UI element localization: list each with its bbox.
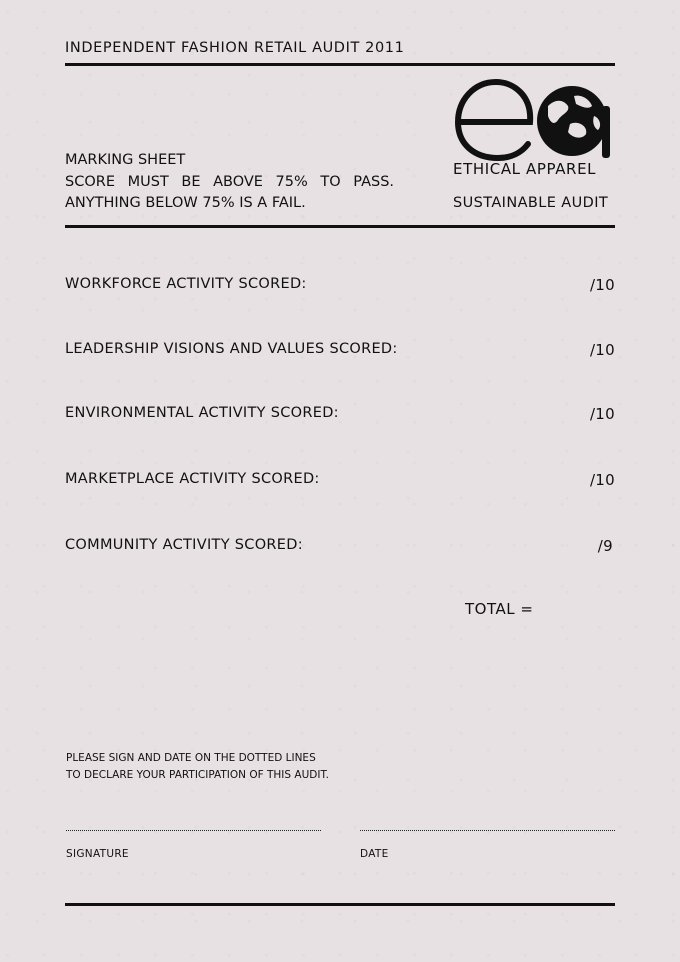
signature-label: SIGNATURE	[66, 848, 129, 860]
intro-line-3: ANYTHING BELOW 75% IS A FAIL.	[65, 195, 306, 211]
declaration-line-1: PLEASE SIGN AND DATE ON THE DOTTED LINES	[66, 752, 316, 764]
footer-rule	[65, 903, 615, 906]
score-max-workforce[interactable]: /10	[589, 276, 615, 294]
intro-line-1: MARKING SHEET	[65, 152, 186, 168]
marking-instructions	[65, 150, 394, 215]
ea-logo-mark	[452, 76, 618, 162]
score-max-marketplace[interactable]: /10	[589, 471, 615, 489]
score-max-leadership[interactable]: /10	[589, 341, 615, 359]
score-label-environmental: ENVIRONMENTAL ACTIVITY SCORED:	[65, 405, 339, 421]
header-bottom-rule	[65, 225, 615, 228]
date-label: DATE	[360, 848, 389, 860]
score-max-environmental[interactable]: /10	[589, 405, 615, 423]
header-top-rule	[65, 63, 615, 66]
ethical-apparel-logo	[452, 76, 618, 162]
score-label-community: COMMUNITY ACTIVITY SCORED:	[65, 537, 303, 553]
brand-tagline: SUSTAINABLE AUDIT	[453, 195, 609, 211]
brand-name: ETHICAL APPAREL	[453, 160, 597, 178]
signature-line[interactable]	[66, 830, 321, 831]
score-label-workforce: WORKFORCE ACTIVITY SCORED:	[65, 276, 307, 292]
date-line[interactable]	[360, 830, 615, 831]
intro-line-2: SCORE MUST BE ABOVE 75% TO PASS.	[65, 173, 395, 190]
declaration-text	[66, 750, 329, 784]
document-title: INDEPENDENT FASHION RETAIL AUDIT 2011	[65, 40, 405, 56]
score-max-community[interactable]: /9	[597, 537, 613, 555]
score-label-marketplace: MARKETPLACE ACTIVITY SCORED:	[65, 471, 320, 487]
globe-icon	[537, 86, 610, 158]
declaration-line-2: TO DECLARE YOUR PARTICIPATION OF THIS AUDIT.	[66, 769, 329, 781]
score-label-leadership: LEADERSHIP VISIONS AND VALUES SCORED:	[65, 341, 398, 357]
total-label: TOTAL =	[465, 600, 534, 618]
